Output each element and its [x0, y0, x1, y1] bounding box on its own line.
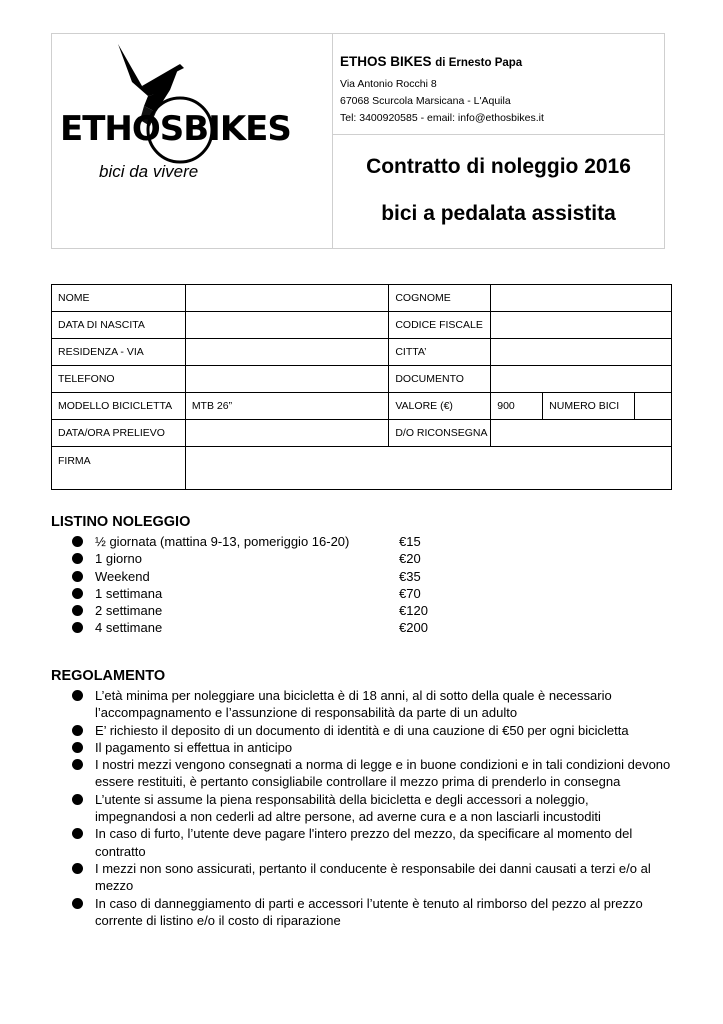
- bullet-icon: [72, 742, 83, 753]
- documento-field[interactable]: [491, 366, 672, 393]
- list-item: 4 settimane €200: [72, 619, 349, 636]
- regolamento-list: [72, 687, 672, 929]
- bullet-icon: [72, 828, 83, 839]
- list-item: I mezzi non sono assicurati, pertanto il conducente è responsabile dei danni causati a terzi e/o al mezzo: [72, 860, 672, 895]
- bullet-icon: [72, 794, 83, 805]
- list-item: E’ richiesto il deposito di un documento di identità e di una cauzione di €50 per ogni bicicletta: [72, 722, 672, 739]
- bullet-icon: [72, 690, 83, 701]
- list-item: Il pagamento si effettua in anticipo: [72, 739, 672, 756]
- bullet-icon: [72, 553, 83, 564]
- citta-label: CITTA’: [389, 339, 491, 366]
- table-row: [52, 366, 672, 393]
- numero-bici-field[interactable]: [635, 393, 672, 420]
- header-box: [51, 33, 665, 249]
- logo-cell: [52, 34, 333, 248]
- numero-bici-label: NUMERO BICI: [543, 393, 635, 420]
- bullet-icon: [72, 725, 83, 736]
- firma-field[interactable]: [185, 447, 671, 490]
- nome-label: NOME: [52, 285, 186, 312]
- modello-value[interactable]: MTB 26”: [185, 393, 389, 420]
- bullet-icon: [72, 622, 83, 633]
- prelievo-field[interactable]: [185, 420, 389, 447]
- list-item: 1 settimana €70: [72, 585, 349, 602]
- codice-fiscale-label: CODICE FISCALE: [389, 312, 491, 339]
- regolamento-title: REGOLAMENTO: [51, 668, 166, 684]
- logo-tagline: bici da vivere: [99, 162, 199, 181]
- valore-label: VALORE (€): [389, 393, 491, 420]
- cognome-label: COGNOME: [389, 285, 491, 312]
- bullet-icon: [72, 536, 83, 547]
- table-row: [52, 393, 672, 420]
- list-item: 1 giorno €20: [72, 550, 349, 567]
- valore-value[interactable]: 900: [491, 393, 543, 420]
- listino-list: [72, 533, 428, 637]
- list-item: Weekend €35: [72, 568, 349, 585]
- listino-title: LISTINO NOLEGGIO: [51, 514, 191, 530]
- firma-label: FIRMA: [52, 447, 186, 490]
- bullet-icon: [72, 898, 83, 909]
- rental-form-table: [51, 284, 672, 490]
- modello-label: MODELLO BICICLETTA: [52, 393, 186, 420]
- document-subtitle: bici a pedalata assistita: [381, 202, 616, 225]
- riconsegna-label: D/O RICONSEGNA: [389, 420, 491, 447]
- list-item: In caso di danneggiamento di parti e accessori l’utente è tenuto al rimborso del pezzo al prezzo corrente di listino e/o il costo di riparazione: [72, 895, 672, 930]
- bullet-icon: [72, 863, 83, 874]
- table-row: [52, 420, 672, 447]
- list-item: In caso di furto, l’utente deve pagare l'intero prezzo del mezzo, da specificare al momento del contratto: [72, 825, 672, 860]
- bullet-icon: [72, 605, 83, 616]
- table-row: [52, 447, 672, 490]
- list-item: L’età minima per noleggiare una bicicletta è di 18 anni, al di sotto della quale è necessario l’accompagnamento e l’assunzione di responsabilità da parte di un adulto: [72, 687, 672, 722]
- residenza-field[interactable]: [185, 339, 389, 366]
- bullet-icon: [72, 759, 83, 770]
- table-row: [52, 285, 672, 312]
- codice-fiscale-field[interactable]: [491, 312, 672, 339]
- title-cell: [333, 135, 664, 248]
- logo-wordmark: ETHOSBIKES: [60, 109, 291, 149]
- address-line-2: 67068 Scurcola Marsicana - L'Aquila: [340, 95, 511, 107]
- list-item: ½ giornata (mattina 9-13, pomeriggio 16-20) €15: [72, 533, 349, 550]
- data-nascita-label: DATA DI NASCITA: [52, 312, 186, 339]
- list-item: L’utente si assume la piena responsabilità della bicicletta e degli accessori a noleggio, impegnandosi a non cederli ad altre persone, ad averne cura e a non lasciarli incustoditi: [72, 791, 672, 826]
- table-row: [52, 339, 672, 366]
- documento-label: DOCUMENTO: [389, 366, 491, 393]
- residenza-label: RESIDENZA - VIA: [52, 339, 186, 366]
- ethosbikes-logo: [52, 34, 332, 248]
- nome-field[interactable]: [185, 285, 389, 312]
- citta-field[interactable]: [491, 339, 672, 366]
- list-item: 2 settimane €120: [72, 602, 349, 619]
- company-info: [333, 34, 664, 135]
- document-title: Contratto di noleggio 2016: [366, 155, 631, 178]
- table-row: [52, 312, 672, 339]
- bullet-icon: [72, 571, 83, 582]
- address-line-3: Tel: 3400920585 - email: info@ethosbikes.it: [340, 112, 544, 124]
- riconsegna-field[interactable]: [491, 420, 672, 447]
- telefono-label: TELEFONO: [52, 366, 186, 393]
- company-name: ETHOS BIKES di Ernesto Papa: [340, 54, 523, 69]
- list-item: I nostri mezzi vengono consegnati a norma di legge e in buone condizioni e in tali condizioni devono essere restituiti, è pertanto consigliabile controllare il mezzo prima di prenderlo in consegna: [72, 756, 672, 791]
- telefono-field[interactable]: [185, 366, 389, 393]
- bullet-icon: [72, 588, 83, 599]
- data-nascita-field[interactable]: [185, 312, 389, 339]
- prelievo-label: DATA/ORA PRELIEVO: [52, 420, 186, 447]
- address-line-1: Via Antonio Rocchi 8: [340, 78, 437, 90]
- cognome-field[interactable]: [491, 285, 672, 312]
